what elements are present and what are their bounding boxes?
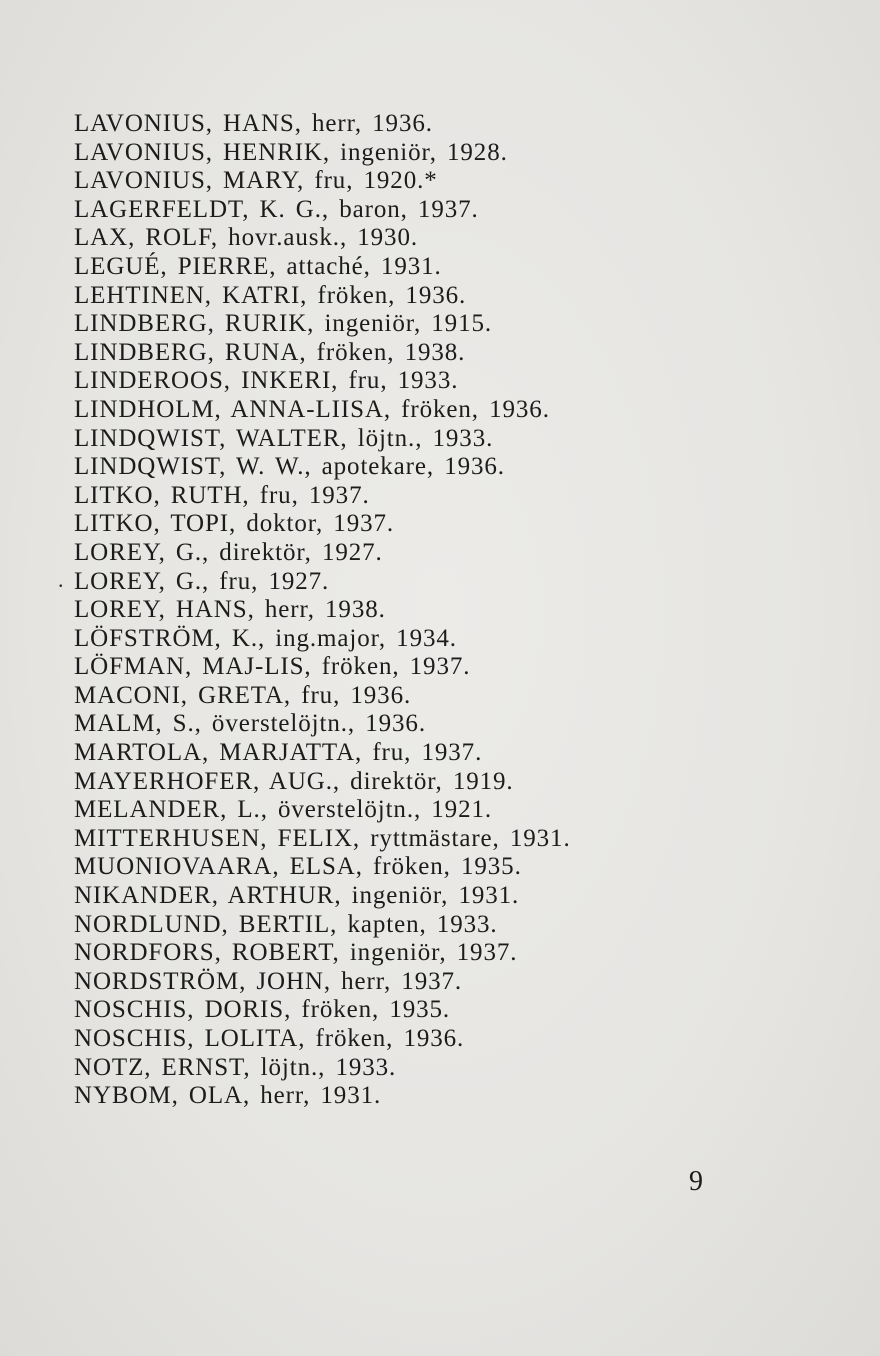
print-speck: . [58,567,64,592]
list-item: LINDQWIST, W. W., apotekare, 1936. [74,453,505,481]
list-item: NORDLUND, BERTIL, kapten, 1933. [74,910,498,938]
list-item: LÖFSTRÖM, K., ing.major, 1934. [74,624,457,652]
list-item: MITTERHUSEN, FELIX, ryttmästare, 1931. [74,824,571,852]
list-item: MACONI, GRETA, fru, 1936. [74,681,412,709]
list-item: NYBOM, OLA, herr, 1931. [74,1082,382,1110]
list-item: LINDBERG, RUNA, fröken, 1938. [74,338,466,366]
list-item: LAGERFELDT, K. G., baron, 1937. [74,195,479,223]
page-number: 9 [689,1166,703,1197]
list-item: MAYERHOFER, AUG., direktör, 1919. [74,767,514,795]
list-item: LAVONIUS, MARY, fru, 1920.* [74,167,438,195]
list-item: LOREY, G., fru, 1927. [74,567,330,595]
list-item: LITKO, RUTH, fru, 1937. [74,481,370,509]
list-item: LITKO, TOPI, doktor, 1937. [74,510,395,538]
list-item: MARTOLA, MARJATTA, fru, 1937. [74,739,483,767]
list-item: LEGUÉ, PIERRE, attaché, 1931. [74,252,442,280]
list-item: NOTZ, ERNST, löjtn., 1933. [74,1053,397,1081]
list-item: LEHTINEN, KATRI, fröken, 1936. [74,281,467,309]
list-item: LOREY, G., direktör, 1927. [74,538,383,566]
list-item: NORDFORS, ROBERT, ingeniör, 1937. [74,939,518,967]
list-item: NIKANDER, ARTHUR, ingeniör, 1931. [74,882,520,910]
list-item: NOSCHIS, DORIS, fröken, 1935. [74,996,451,1024]
list-item: NOSCHIS, LOLITA, fröken, 1936. [74,1025,465,1052]
list-item: LÖFMAN, MAJ-LIS, fröken, 1937. [74,653,471,681]
list-item: LAVONIUS, HANS, herr, 1936. [74,110,433,137]
list-item: NORDSTRÖM, JOHN, herr, 1937. [74,967,463,995]
list-item: LINDEROOS, INKERI, fru, 1933. [74,367,459,395]
list-item: MELANDER, L., överstelöjtn., 1921. [74,796,493,824]
list-item: LINDBERG, RURIK, ingeniör, 1915. [74,310,493,338]
list-item: MUONIOVAARA, ELSA, fröken, 1935. [74,853,522,881]
list-item: LINDHOLM, ANNA-LIISA, fröken, 1936. [74,395,550,423]
list-item: LINDQWIST, WALTER, löjtn., 1933. [74,424,494,452]
list-item: MALM, S., överstelöjtn., 1936. [74,710,426,738]
list-item: LAX, ROLF, hovr.ausk., 1930. [74,224,419,252]
list-item: LAVONIUS, HENRIK, ingeniör, 1928. [74,138,508,166]
name-list [74,110,794,1111]
list-item: LOREY, HANS, herr, 1938. [74,596,386,624]
